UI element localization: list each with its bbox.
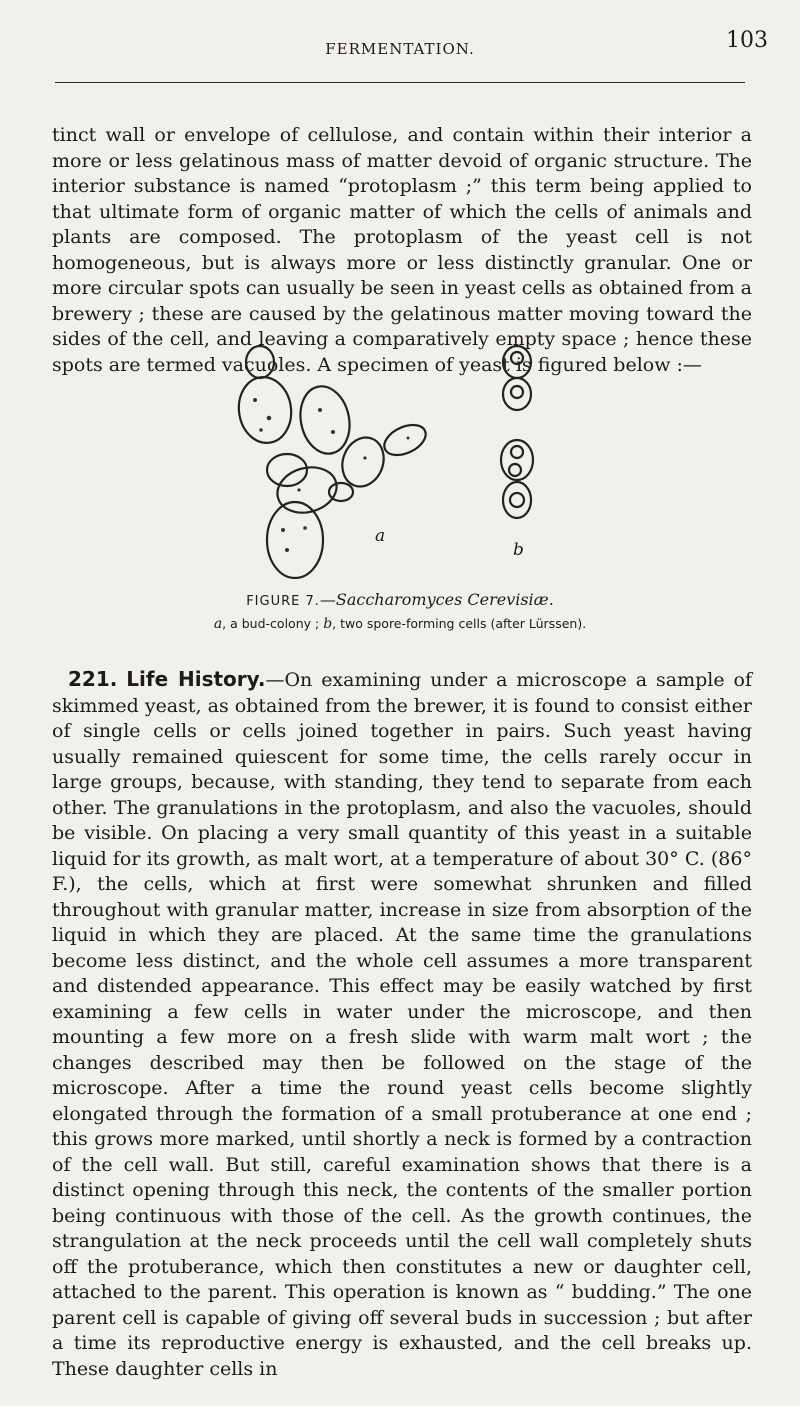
caption-species: Saccharomyces Cerevisiæ. xyxy=(335,590,554,609)
paragraph-protoplasm: tinct wall or envelope of cellulose, and contain within their interior a more or less gelatinous mass of matter devoid of organic structure. The interior substance is named “protoplasm ;” this term being applied to that ultimate form of organic matter of which the cells of animals and plants are composed. The protoplasm of the yeast cell is not homogeneous, but is always more or less distinctly granular. One or more circular spots can usually be seen in yeast cells as obtained from a brewery ; these are caused by the gelatinous matter moving toward the sides of the cell, and leaving a comparatively empty space ; hence these spots are termed vacuoles. A specimen of yeast is figured below :— xyxy=(52,124,752,376)
figure-number: FIGURE 7. xyxy=(246,594,320,609)
page-number: 103 xyxy=(726,28,768,53)
figure-caption xyxy=(0,590,800,609)
section-life-history xyxy=(52,667,752,1382)
section-number: 221. xyxy=(68,667,118,691)
spore-cells-b xyxy=(501,346,533,518)
figure-label-b: b xyxy=(513,540,524,560)
figure-legend xyxy=(0,616,800,632)
header-rule xyxy=(55,82,745,83)
bud-colony-a xyxy=(235,346,431,578)
figure-label-a: a xyxy=(375,526,386,546)
legend-a-text: , a bud-colony ; xyxy=(222,616,320,631)
legend-b-text: , two spore-forming cells (after Lürssen). xyxy=(332,616,587,631)
section-dash: — xyxy=(265,669,285,691)
section-title: Life History. xyxy=(126,667,266,691)
yeast-figure xyxy=(225,340,575,580)
caption-dash: — xyxy=(319,590,336,609)
section-body: On examining under a microscope a sample of skimmed yeast, as obtained from the brewer, it is found to consist either of single cells or cells joined together in pairs. Such yeast having usually remained quiescent for some time, the cells rarely occur in large groups, because, with standing, they tend to separate from each other. The granulations in the protoplasm, and also the vacuoles, should be visible. On placing a very small quantity of this yeast in a suitable liquid for its growth, as malt wort, at a temperature of about 30° C. (86° F.), the cells, which at first were somewhat shrunken and filled throughout with granular matter, increase in size from absorption of the liquid in which they are placed. At the same time the granulations become less distinct, and the whole cell assumes a more transparent and distended appearance. This effect may be easily watched by first examining a few cells in water under the microscope, and then mounting a few more on a fresh slide with warm malt wort ; the changes described may then be followed on the stage of the microscope. After a time the round yeast cells become slightly elongated through the formation of a small protuberance at one end ; this grows more marked, until shortly a neck is formed by a contraction of the cell wall. But still, careful examination shows that there is a distinct opening through this neck, the contents of the smaller portion being continuous with those of the cell. As the growth continues, the strangulation at the neck proceeds until the cell wall completely shuts off the protuberance, which then constitutes a new or daughter cell, attached to the parent. This operation is known as “ budding.” The one parent cell is capable of giving off several buds in succession ; but after a time its reproductive energy is exhausted, and the cell breaks up. These daughter cells in xyxy=(52,669,752,1380)
legend-a-letter: a xyxy=(213,616,223,632)
legend-b-letter: b xyxy=(323,616,333,632)
running-title: FERMENTATION. xyxy=(325,40,475,58)
